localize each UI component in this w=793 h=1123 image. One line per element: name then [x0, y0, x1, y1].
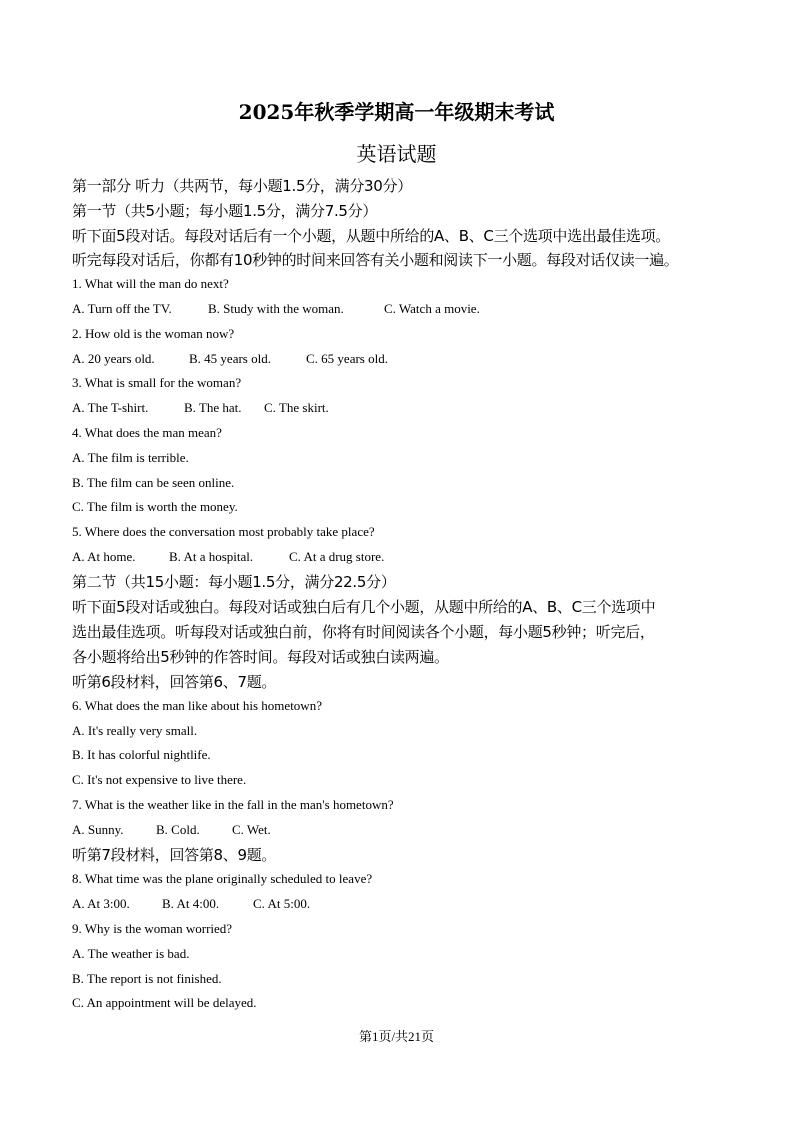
option-a: A. The T-shirt. — [72, 400, 149, 415]
question-6-option-a: A. It's really very small. — [72, 723, 198, 738]
question-9-option-c: C. An appointment will be delayed. — [72, 995, 257, 1010]
section1-instruction-line: 听完每段对话后，你都有10秒钟的时间来回答有关小题和阅读下一小题。每段对话仅读一遍。 — [72, 251, 679, 269]
question-4-option-c: C. The film is worth the money. — [72, 499, 238, 514]
question-4-option-a: A. The film is terrible. — [72, 450, 189, 465]
material-6-heading: 听第6段材料，回答第6、7题。 — [72, 673, 277, 691]
question-4-option-b: B. The film can be seen online. — [72, 475, 235, 490]
section2-instruction-line: 选出最佳选项。听每段对话或独白前，你将有时间阅读各个小题，每小题5秒钟；听完后， — [72, 623, 655, 641]
option-a: A. Turn off the TV. — [72, 301, 172, 316]
option-b: B. 45 years old. — [189, 351, 271, 366]
question-9-option-a: A. The weather is bad. — [72, 946, 190, 961]
question-9-option-b: B. The report is not finished. — [72, 971, 222, 986]
question-5-text: 5. Where does the conversation most probably take place? — [72, 524, 375, 539]
option-b: B. Study with the woman. — [208, 301, 344, 316]
question-6-text: 6. What does the man like about his hometown? — [72, 698, 322, 713]
question-2-options — [72, 351, 388, 367]
section1-instruction-line: 听下面5段对话。每段对话后有一个小题，从题中所给的A、B、C三个选项中选出最佳选项。 — [72, 227, 670, 245]
option-b: B. At 4:00. — [162, 896, 220, 911]
option-c: C. Wet. — [232, 822, 271, 837]
section2-instruction-line: 听下面5段对话或独白。每段对话或独白后有几个小题，从题中所给的A、B、C三个选项中 — [72, 598, 656, 616]
option-b: B. The hat. — [184, 400, 242, 415]
question-1-text: 1. What will the man do next? — [72, 276, 229, 291]
question-9-text: 9. Why is the woman worried? — [72, 921, 233, 936]
material-7-heading: 听第7段材料，回答第8、9题。 — [72, 846, 277, 864]
question-2-text: 2. How old is the woman now? — [72, 326, 235, 341]
option-c: C. Watch a movie. — [384, 301, 480, 316]
option-c: C. At 5:00. — [253, 896, 311, 911]
option-a: A. At 3:00. — [72, 896, 130, 911]
question-4-text: 4. What does the man mean? — [72, 425, 222, 440]
question-8-options — [72, 896, 310, 912]
option-c: C. 65 years old. — [306, 351, 388, 366]
section1-heading: 第一节（共5小题；每小题1.5分，满分7.5分） — [72, 202, 378, 220]
option-a: A. Sunny. — [72, 822, 124, 837]
exam-title: 2025年秋季学期高一年级期末考试 — [238, 100, 555, 124]
option-b: B. Cold. — [156, 822, 200, 837]
question-3-text: 3. What is small for the woman? — [72, 375, 242, 390]
option-c: C. At a drug store. — [289, 549, 385, 564]
exam-subtitle: 英语试题 — [356, 142, 437, 166]
question-7-options — [72, 822, 271, 838]
option-a: A. 20 years old. — [72, 351, 155, 366]
question-8-text: 8. What time was the plane originally scheduled to leave? — [72, 871, 373, 886]
section2-instruction-line: 各小题将给出5秒钟的作答时间。每段对话或独白读两遍。 — [72, 648, 449, 666]
question-1-options — [72, 301, 480, 317]
section2-heading: 第二节（共15小题：每小题1.5分，满分22.5分） — [72, 573, 396, 591]
option-c: C. The skirt. — [264, 400, 329, 415]
question-3-options — [72, 400, 329, 416]
question-6-option-c: C. It's not expensive to live there. — [72, 772, 247, 787]
option-b: B. At a hospital. — [169, 549, 254, 564]
question-6-option-b: B. It has colorful nightlife. — [72, 747, 211, 762]
part1-heading: 第一部分 听力（共两节，每小题1.5分，满分30分） — [72, 177, 412, 195]
option-a: A. At home. — [72, 549, 136, 564]
question-7-text: 7. What is the weather like in the fall in the man's hometown? — [72, 797, 394, 812]
page-number: 第1页/共21页 — [358, 1029, 435, 1044]
question-5-options — [72, 549, 384, 565]
